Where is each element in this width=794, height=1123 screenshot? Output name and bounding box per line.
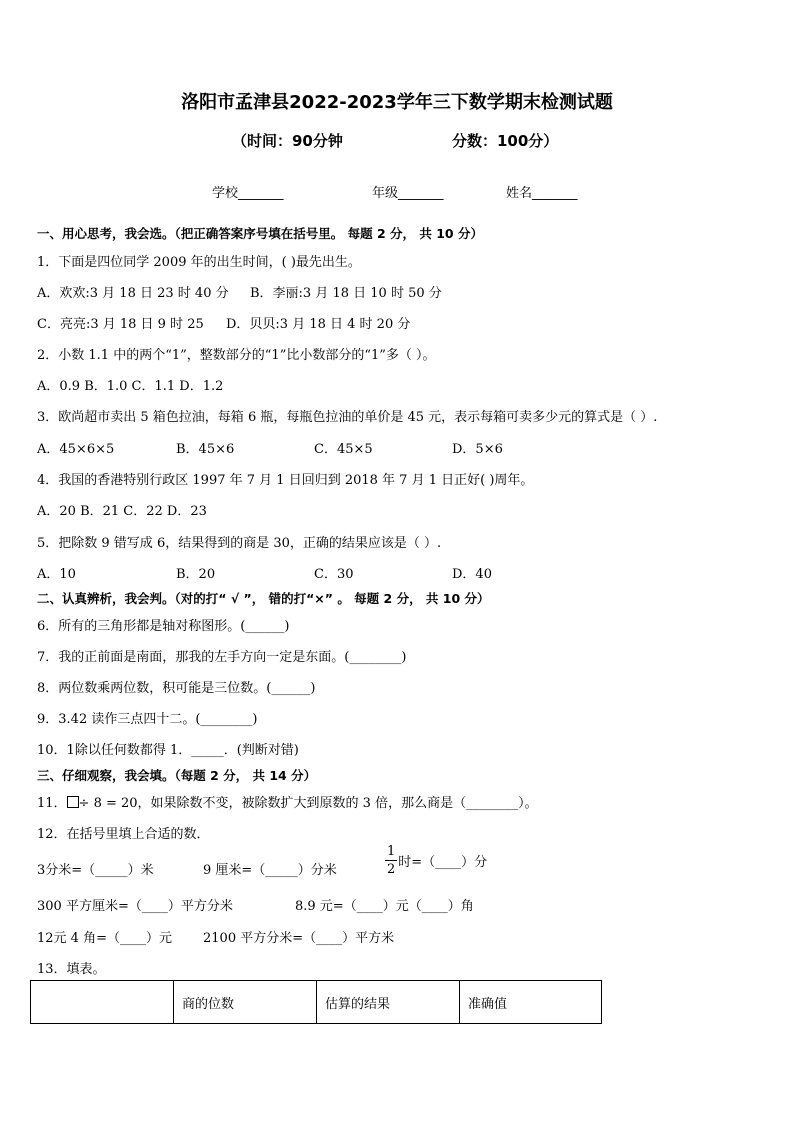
q12-part-d: 300 平方厘米=（____）平方分米 (37, 899, 233, 914)
question-12: 12．在括号里填上合适的数． (37, 827, 210, 842)
question-13: 13．填表。 (37, 962, 106, 977)
q12-part-g: 2100 平方分米=（____）平方米 (203, 931, 395, 946)
q5-option-c: C．30 (314, 567, 354, 582)
table-row (31, 981, 602, 1024)
section1-heading: 一、用心思考，我会选。（把正确答案序号填在括号里。 每题 2 分， 共 10 分） (37, 226, 483, 241)
q1-option-b: B．李丽:3 月 18 日 10 时 50 分 (250, 286, 442, 301)
question-3: 3．欧尚超市卖出 5 箱色拉油，每箱 6 瓶，每瓶色拉油的单价是 45 元，表示每箱可卖多少元的算式是（ ）. (37, 410, 658, 425)
question-11 (37, 792, 538, 811)
q12-part-e: 8.9 元=（____）元（____）角 (295, 899, 474, 914)
question-4: 4．我国的香港特别行政区 1997 年 7 月 1 日回归到 2018 年 7 月 1 日正好( )周年。 (37, 473, 534, 488)
name-field: 姓名_______ (506, 186, 578, 201)
question-7: 7．我的正前面是南面，那我的左手方向一定是东面。(________) (37, 650, 407, 665)
page-title: 洛阳市孟津县2022-2023学年三下数学期末检测试题 (181, 92, 613, 113)
square-box-icon (67, 796, 79, 808)
q3-option-b: B．45×6 (176, 442, 235, 457)
q12-part-c-text: 时=（____）分 (398, 855, 488, 870)
q4-options: A．20 B．21 C．22 D．23 (37, 504, 207, 519)
q3-option-c: C．45×5 (314, 442, 373, 457)
q11-number: 11． (37, 796, 67, 811)
q1-option-a: A．欢欢:3 月 18 日 23 时 40 分 (37, 286, 229, 301)
table-header-cell: 估算的结果 (317, 981, 460, 1024)
fraction-one-half (385, 845, 397, 876)
fraction-numerator: 1 (387, 844, 396, 859)
q5-option-a: A．10 (37, 567, 76, 582)
question-5: 5．把除数 9 错写成 6，结果得到的商是 30，正确的结果应该是（ ）. (37, 536, 442, 551)
question-10: 10．1除以任何数都得 1．_____．(判断对错) (37, 743, 299, 758)
section2-heading: 二、认真辨析，我会判。（对的打“ √ ”， 错的打“×” 。 每题 2 分， 共 10 分） (37, 591, 490, 606)
exam-score: 分数：100分） (452, 132, 559, 150)
fill-table (30, 980, 602, 1024)
q1-option-d: D．贝贝:3 月 18 日 4 时 20 分 (226, 317, 411, 332)
fraction-denominator: 2 (387, 862, 396, 877)
question-1: 1．下面是四位同学 2009 年的出生时间，( )最先出生。 (37, 255, 361, 270)
q11-text: ÷ 8 = 20，如果除数不变，被除数扩大到原数的 3 倍，那么商是（________）。 (78, 796, 538, 811)
section3-heading: 三、仔细观察，我会填。（每题 2 分， 共 14 分） (37, 768, 317, 783)
table-header-cell: 准确值 (460, 981, 602, 1024)
table-header-cell (31, 981, 174, 1024)
q2-options: A．0.9 B．1.0 C．1.1 D．1.2 (37, 379, 224, 394)
q12-part-a: 3分米=（_____）米 (37, 863, 154, 878)
table-header-cell: 商的位数 (174, 981, 317, 1024)
question-8: 8．两位数乘两位数，积可能是三位数。(______) (37, 681, 316, 696)
q5-option-b: B．20 (176, 567, 216, 582)
q3-option-d: D．5×6 (452, 442, 503, 457)
q5-option-d: D．40 (452, 567, 492, 582)
question-2: 2．小数 1.1 中的两个“1”，整数部分的“1”比小数部分的“1”多（ ）。 (37, 348, 436, 363)
grade-field: 年级_______ (372, 186, 444, 201)
question-6: 6．所有的三角形都是轴对称图形。(______) (37, 619, 290, 634)
school-field: 学校_______ (212, 186, 284, 201)
question-9: 9．3.42 读作三点四十二。(________) (37, 712, 258, 727)
q12-part-c (384, 845, 487, 876)
q3-option-a: A．45×6×5 (37, 442, 115, 457)
q12-part-b: 9 厘米=（_____）分米 (203, 863, 337, 878)
q1-option-c: C．亮亮:3 月 18 日 9 时 25 (37, 317, 204, 332)
q12-part-f: 12元 4 角=（____）元 (37, 931, 172, 946)
exam-time: （时间：90分钟 (232, 132, 343, 150)
